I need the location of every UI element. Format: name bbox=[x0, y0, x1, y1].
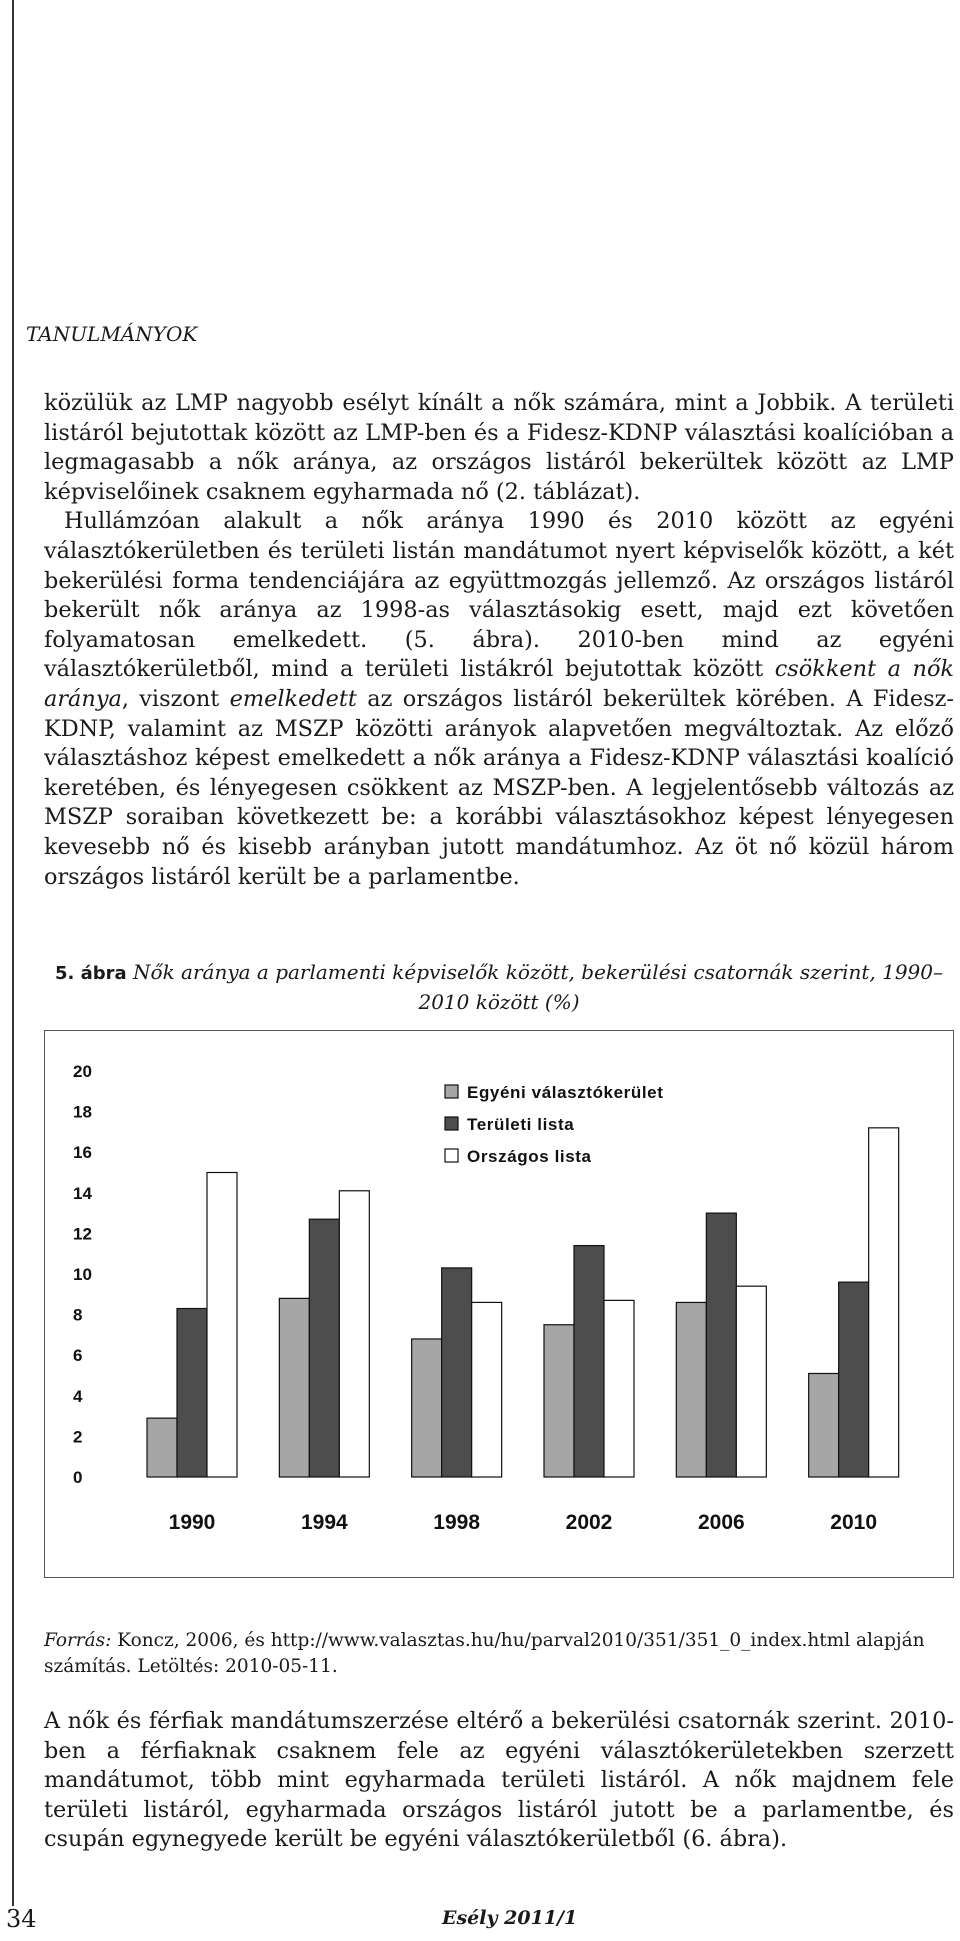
bar-orszagos-1998 bbox=[472, 1302, 502, 1477]
source-label: Forrás: bbox=[44, 1630, 112, 1651]
y-tick-label: 6 bbox=[73, 1346, 83, 1366]
legend-swatch bbox=[445, 1117, 458, 1130]
paragraph-2-part1: Hullámzóan alakult a nők aránya 1990 és 2010 között az egyéni választókerületben és területi listán mandátumot nyert képviselők között, a két bekerülési forma tendenciájára az együttmozgás jellemző. Az országos listáról bekerült nők aránya az 1998-as választásokig esett, majd ezt követően folyamatosan emelkedett. (5. ábra). 2010-ben mind az egyéni választókerületből, mind a területi listákról bejutottak között bbox=[44, 508, 954, 683]
running-head: TANULMÁNYOK bbox=[26, 322, 198, 346]
paragraph-2 bbox=[44, 507, 954, 892]
bar-egyeni-1990 bbox=[147, 1418, 177, 1477]
bar-teruleti-2002 bbox=[574, 1246, 604, 1477]
bar-orszagos-1994 bbox=[339, 1191, 369, 1477]
y-tick-label: 2 bbox=[73, 1427, 83, 1447]
paragraph-2-part3: az országos listáról bekerültek körében. A Fidesz-KDNP, valamint az MSZP közötti arányok alapvetően megváltoztak. Az előző választáshoz képest emelkedett a nők aránya a Fidesz-KDNP választási koalíció keretében, és lényegesen csökkent az MSZP-ben. A legjelentősebb változás az MSZP soraiban következett be: a korábbi választásokhoz képest lényegesen kevesebb nő és kisebb arányban jutott mandátumhoz. Az öt nő közül három országos listáról került be a parlamentbe. bbox=[44, 685, 954, 890]
legend-label: Területi lista bbox=[467, 1115, 575, 1134]
body-text-bottom bbox=[44, 1707, 954, 1855]
y-tick-label: 0 bbox=[73, 1468, 83, 1487]
journal-footer: Esély 2011/1 bbox=[442, 1907, 578, 1929]
y-tick-label: 16 bbox=[73, 1143, 92, 1163]
bar-teruleti-2006 bbox=[706, 1213, 736, 1477]
figure-source bbox=[44, 1628, 954, 1680]
figure-title: Nők aránya a parlamenti képviselők között, bekerülési csatornák szerint, 1990–2010 között (%) bbox=[133, 960, 943, 1014]
y-tick-label: 14 bbox=[73, 1183, 92, 1203]
paragraph-2-emphasis-1: csökkent a nők aránya bbox=[44, 656, 954, 712]
legend-label: Országos lista bbox=[467, 1147, 592, 1166]
legend-label: Egyéni választókerület bbox=[467, 1083, 664, 1102]
left-margin-rule bbox=[12, 0, 14, 1906]
y-tick-label: 4 bbox=[73, 1386, 83, 1406]
paragraph-1: közülük az LMP nagyobb esélyt kínált a nők számára, mint a Jobbik. A területi listáról bejutottak között az LMP-ben és a Fidesz-KDNP választási koalícióban a legmagasabb a nők aránya, az országos listáról bekerültek között az LMP képviselőinek csaknem egyharmada nő (2. táblázat). bbox=[44, 390, 954, 505]
source-text: Koncz, 2006, és http://www.valasztas.hu/hu/parval2010/351/351_0_index.html alapján számítás. Letöltés: 2010-05-11. bbox=[44, 1630, 925, 1677]
paragraph-3: A nők és férfiak mandátumszerzése eltérő a bekerülési csatornák szerint. 2010-ben a férfiaknak csaknem fele az egyéni választókerületekben szerzett mandátumot, több mint egyharmada területi listáról. A nők majdnem fele területi listáról, egyharmada országos listáról jutott be a parlamentbe, és csupán egynegyede került be egyéni választókerületből (6. ábra). bbox=[44, 1708, 954, 1853]
bar-orszagos-2006 bbox=[736, 1286, 766, 1477]
y-tick-label: 10 bbox=[73, 1265, 92, 1284]
y-tick-label: 20 bbox=[73, 1062, 92, 1081]
x-tick-label: 2002 bbox=[565, 1511, 613, 1534]
x-tick-label: 1990 bbox=[168, 1511, 216, 1534]
bar-teruleti-1998 bbox=[442, 1268, 472, 1477]
bar-orszagos-2010 bbox=[869, 1128, 899, 1477]
paragraph-2-part2: , viszont bbox=[121, 685, 230, 712]
x-tick-label: 2010 bbox=[830, 1511, 878, 1534]
figure-number: 5. ábra bbox=[54, 963, 127, 984]
bar-egyeni-1994 bbox=[279, 1298, 309, 1477]
bar-teruleti-2010 bbox=[839, 1282, 869, 1477]
bar-egyeni-2006 bbox=[676, 1302, 706, 1477]
page-number: 34 bbox=[6, 1905, 37, 1933]
bar-egyeni-2002 bbox=[544, 1325, 574, 1477]
y-tick-label: 12 bbox=[73, 1224, 92, 1244]
bar-orszagos-1990 bbox=[207, 1173, 237, 1478]
x-tick-label: 1998 bbox=[433, 1511, 481, 1534]
bar-egyeni-1998 bbox=[412, 1339, 442, 1477]
body-text-top bbox=[44, 389, 954, 892]
bar-orszagos-2002 bbox=[604, 1300, 634, 1477]
x-tick-label: 2006 bbox=[697, 1511, 745, 1534]
bar-teruleti-1994 bbox=[309, 1219, 339, 1477]
figure-caption bbox=[44, 958, 954, 1016]
legend-swatch bbox=[445, 1149, 458, 1162]
chart-frame bbox=[44, 1030, 954, 1578]
bar-teruleti-1990 bbox=[177, 1309, 207, 1477]
legend-swatch bbox=[445, 1085, 458, 1098]
bar-egyeni-2010 bbox=[809, 1373, 839, 1477]
x-tick-label: 1994 bbox=[300, 1511, 348, 1534]
paragraph-2-emphasis-2: emelkedett bbox=[229, 685, 357, 712]
bar-chart bbox=[45, 1031, 953, 1577]
y-tick-label: 18 bbox=[73, 1102, 92, 1122]
y-tick-label: 8 bbox=[73, 1305, 83, 1325]
